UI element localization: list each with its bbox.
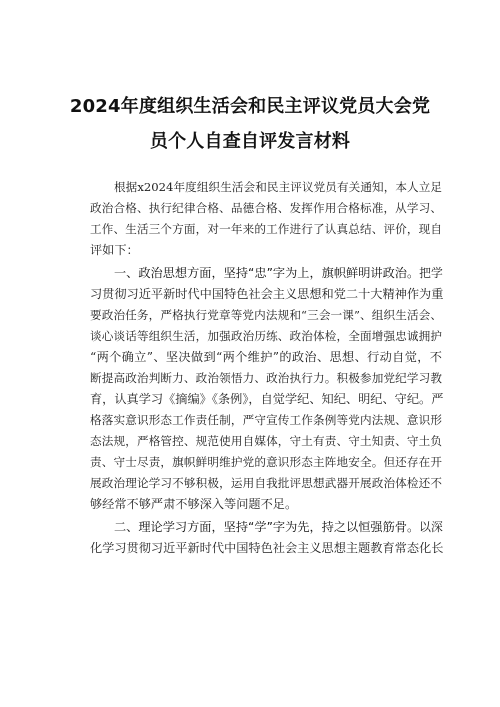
- section-1-heading: 一、政治思想方面，坚持“忠”字为上，旗帜鲜明讲政治。: [114, 266, 420, 280]
- intro-line: 政治合格、执行纪律合格、品德合格、发挥作用合格标准，从学习、: [90, 201, 442, 215]
- intro-line: 工作、生活三个方面，对一年来的工作进行了认真总结、评价，现自: [90, 222, 442, 236]
- intro-line: 根据x2024年度组织生活会和民主评议党员有关通知，本人立足: [114, 180, 442, 194]
- section-2-line: 化学习贯彻习近平新时代中国特色社会主义思想主题教育常态化长: [90, 541, 444, 555]
- section-1-line: 够经常不够严肃不够深入等问题不足。: [90, 497, 298, 511]
- section-1-line: “两个确立”、坚决做到“两个维护”的政治、思想、行动自觉，不: [90, 350, 442, 364]
- section-1-line: 要政治任务，严格执行党章等党内法规和“三会一课”、组织生活会、: [90, 308, 442, 322]
- section-2-first-line: [114, 520, 442, 535]
- section-1-line: 格落实意识形态工作责任制，严守宣传工作条例等党内法规、意识形: [90, 413, 442, 427]
- document-title-line-2: 员个人自查自评发言材料: [149, 131, 351, 152]
- section-1-lead-text: 把学: [419, 266, 443, 280]
- section-1-line: 态法规，严格管控、规范使用自媒体，守土有责、守土知责、守土负: [90, 434, 442, 448]
- section-1-line: 谈心谈话等组织生活，加强政治历练、政治体检，全面增强忠诚拥护: [90, 329, 442, 343]
- section-1-line: 责、守士尽责，旗帜鲜明维护党的意识形态主阵地安全。但还存在开: [90, 455, 442, 469]
- section-1-first-line: [114, 266, 442, 281]
- section-1-line: 习贯彻习近平新时代中国特色社会主义思想和党二十大精神作为重: [90, 287, 444, 301]
- document-title-line-1: 2024年度组织生活会和民主评议党员大会党: [69, 96, 431, 117]
- section-1-line: 育，认真学习《摘编》《条例》，自觉学纪、知纪、明纪、守纪。严: [90, 392, 444, 406]
- section-1-line: 展政治理论学习不够积极，运用自我批评思想武器开展政治体检还不: [90, 476, 442, 490]
- section-1-line: 断提高政治判断力、政治领悟力、政治执行力。积极参加党纪学习教: [90, 371, 442, 385]
- section-2-heading: 二、理论学习方面，坚持“学”字为先，持之以恒强筋骨。: [114, 520, 420, 534]
- intro-line: 评如下：: [90, 243, 139, 257]
- section-2-lead-text: 以深: [419, 520, 443, 534]
